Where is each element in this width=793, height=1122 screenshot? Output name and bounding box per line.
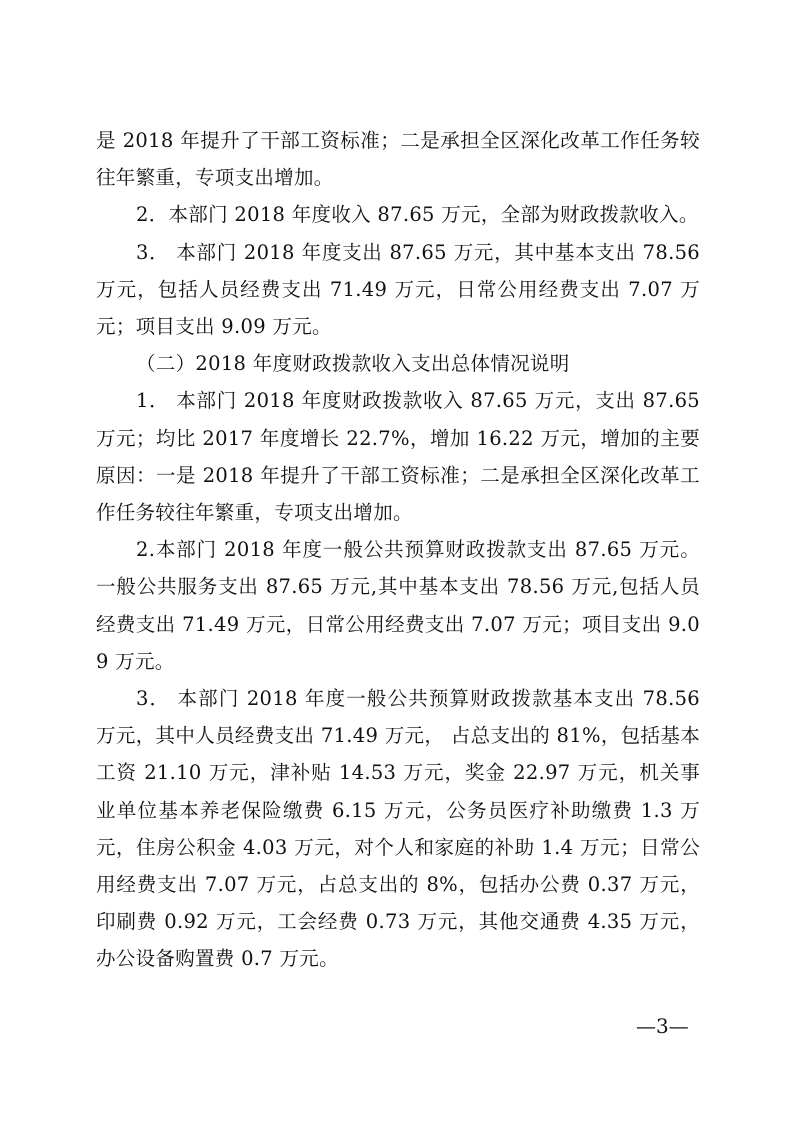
paragraph-basic-expenditure: 3． 本部门 2018 年度一般公共预算财政拨款基本支出 78.56 万元，其中人员经费支出 71.49 万元， 占总支出的 81%，包括基本工资 21.10 万元，津补贴 14.53 万元，奖金 22.97 万元，机关事业单位基本养老保险缴费 6.15 万元，公务员医疗补助缴费 1.3 万元，住房公积金 4.03 万元，对个人和家庭的补助 1.4 万元；日常公用经费支出 7.07 万元，占总支出的 8%，包括办公费 0.37 万元，印刷费 0.92 万元，工会经费 0.73 万元，其他交通费 4.35 万元，办公设备购置费 0.7 万元。 (96, 687, 700, 971)
document-body (96, 122, 700, 978)
paragraph-income: 2．本部门 2018 年度收入 87.65 万元，全部为财政拨款收入。 (136, 203, 699, 227)
section-heading-fiscal-appropriation: （二）2018 年度财政拨款收入支出总体情况说明 (136, 352, 570, 376)
page-number: —3— (636, 1014, 689, 1038)
paragraph-general-budget-expenditure: 2.本部门 2018 年度一般公共预算财政拨款支出 87.65 万元。一般公共服务支出 87.65 万元,其中基本支出 78.56 万元,包括人员经费支出 71.49 万元，日常公用经费支出 7.07 万元；项目支出 9.09 万元。 (96, 538, 700, 673)
paragraph-appropriation-income: 1． 本部门 2018 年度财政拨款收入 87.65 万元，支出 87.65 万元；均比 2017 年度增长 22.7%，增加 16.22 万元，增加的主要原因：一是 2018 年提升了干部工资标准；二是承担全区深化改革工作任务较往年繁重，专项支出增加。 (96, 389, 700, 525)
paragraph-expenditure: 3． 本部门 2018 年度支出 87.65 万元，其中基本支出 78.56 万元，包括人员经费支出 71.49 万元，日常公用经费支出 7.07 万元；项目支出 9.09 万元。 (96, 240, 700, 339)
paragraph-continuation: 是 2018 年提升了干部工资标准；二是承担全区深化改革工作任务较往年繁重，专项支出增加。 (96, 129, 700, 190)
